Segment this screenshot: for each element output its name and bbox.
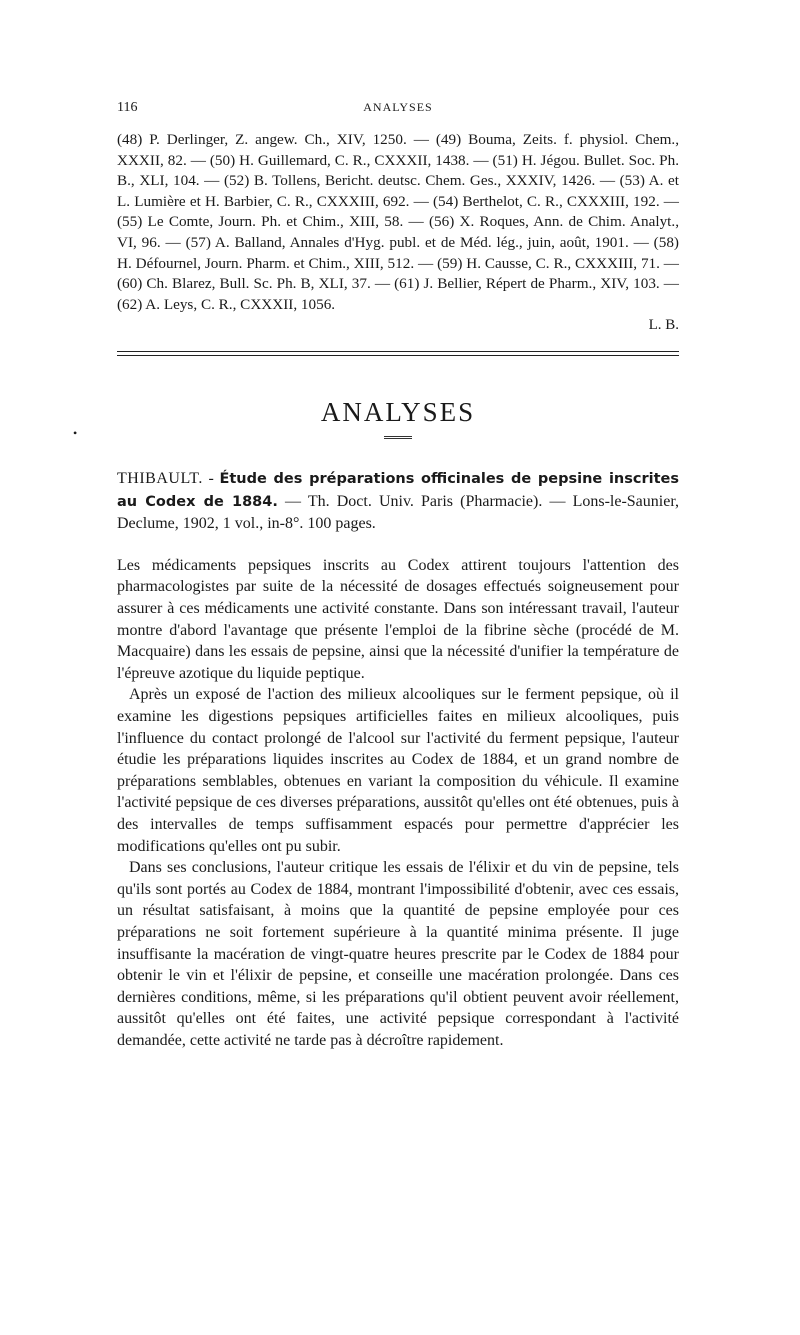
divider-line-top: [117, 351, 679, 352]
document-page: [117, 100, 679, 1052]
review-dash: -: [202, 470, 220, 488]
page-number: 116: [117, 100, 138, 115]
divider-line-bottom: [117, 355, 679, 356]
body-paragraph: Les médicaments pepsiques inscrits au Codex attirent toujours l'attention des pharmacologistes par suite de la nécessité de dosages effectués soigneusement pour assurer à ces médicaments une activité constante. Dans son intéressant travail, l'auteur montre d'abord l'avantage que présente l'emploi de la fibrine sèche (procédé de M. Macquaire) dans les essais de pepsine, ainsi que la nécessité d'unifier la température de l'épreuve azotique du liquide peptique.: [117, 556, 679, 682]
section-title: ANALYSES: [320, 397, 476, 428]
review-author: THIBAULT.: [117, 470, 203, 488]
review-citation: — Th. Doct. Univ. Paris (Pharmacie). — Lons-le-Saunier, Declume, 1902, 1 vol., in-8°. 100 pages.: [117, 492, 680, 533]
running-head: [117, 100, 679, 120]
running-title: ANALYSES: [363, 100, 433, 114]
review-work-title: Étude des préparations officinales de pepsine inscrites au Codex de 1884.: [117, 471, 679, 510]
references-signature: L. B.: [648, 317, 679, 334]
body-paragraph: Dans ses conclusions, l'auteur critique les essais de l'élixir et du vin de pepsine, tels qu'ils sont portés au Codex de 1884, montrant l'impossibilité d'obtenir, avec ces essais, un résultat satisfaisant, à moins que la quantité de pepsine employée pour ces préparations ne soit fortement supérieure à la quantité minima présente. Il juge insuffisante la macération de vingt-quatre heures prescrite par le Codex de 1884 pour obtenir le vin et l'élixir de pepsine, et conseille une macération prolongée. Dans ces dernières conditions, même, si les préparations qu'il obtient peuvent avoir réellement, aussitôt qu'elles ont été faites, une activité pepsique correspondant à l'activité demandée, cette activité ne tarde pas à décroître rapidement.: [117, 859, 679, 1049]
review-heading: [117, 468, 679, 535]
reference-paragraph: (48) P. Derlinger, Z. angew. Ch., XIV, 1250. — (49) Bouma, Zeits. f. physiol. Chem., XXXII, 82. — (50) H. Guillemard, C. R., CXXXII, 1438. — (51) H. Jégou. Bullet. Soc. Ph. B., XLI, 104. — (52) B. Tollens, Bericht. deutsc. Chem. Ges., XXXIV, 1426. — (53) A. et L. Lumière et H. Barbier, C. R., CXXXIII, 692. — (54) Berthelot, C. R., CXXXIII, 192. — (55) Le Comte, Journ. Ph. et Chim., XIII, 58. — (56) X. Roques, Ann. de Chim. Analyt., VI, 96. — (57) A. Balland, Annales d'Hyg. publ. et de Méd. lég., juin, août, 1901. — (58) H. Défournel, Journ. Pharm. et Chim., XIII, 512. — (59) H. Causse, C. R., CXXXIII, 71. — (60) Ch. Blarez, Bull. Sc. Ph. B, XLI, 37. — (61) J. Bellier, Répert de Pharm., XIV, 103. — (62) A. Leys, C. R., CXXXII, 1056.: [117, 131, 679, 313]
title-ornament-rule: [384, 436, 412, 439]
double-rule-divider: [117, 351, 679, 356]
margin-dot: •: [73, 426, 78, 440]
review-body: [117, 555, 679, 1052]
body-paragraph: Après un exposé de l'action des milieux alcooliques sur le ferment pepsique, où il examine les digestions pepsiques artificielles faites en milieux alcooliques, puis l'influence du contact prolongé de l'alcool sur l'activité du ferment pepsique, l'auteur étudie les préparations liquides inscrites au Codex de 1884, et un grand nombre de préparations semblables, obtenues en variant la composition du véhicule. Il examine l'activité pepsique de ces diverses préparations, aussitôt qu'elles ont été obtenues, puis à des intervalles de temps suffisamment espacés pour permettre d'apprécier les modifications qu'elles ont pu subir.: [117, 686, 679, 855]
reference-list: [117, 130, 679, 335]
